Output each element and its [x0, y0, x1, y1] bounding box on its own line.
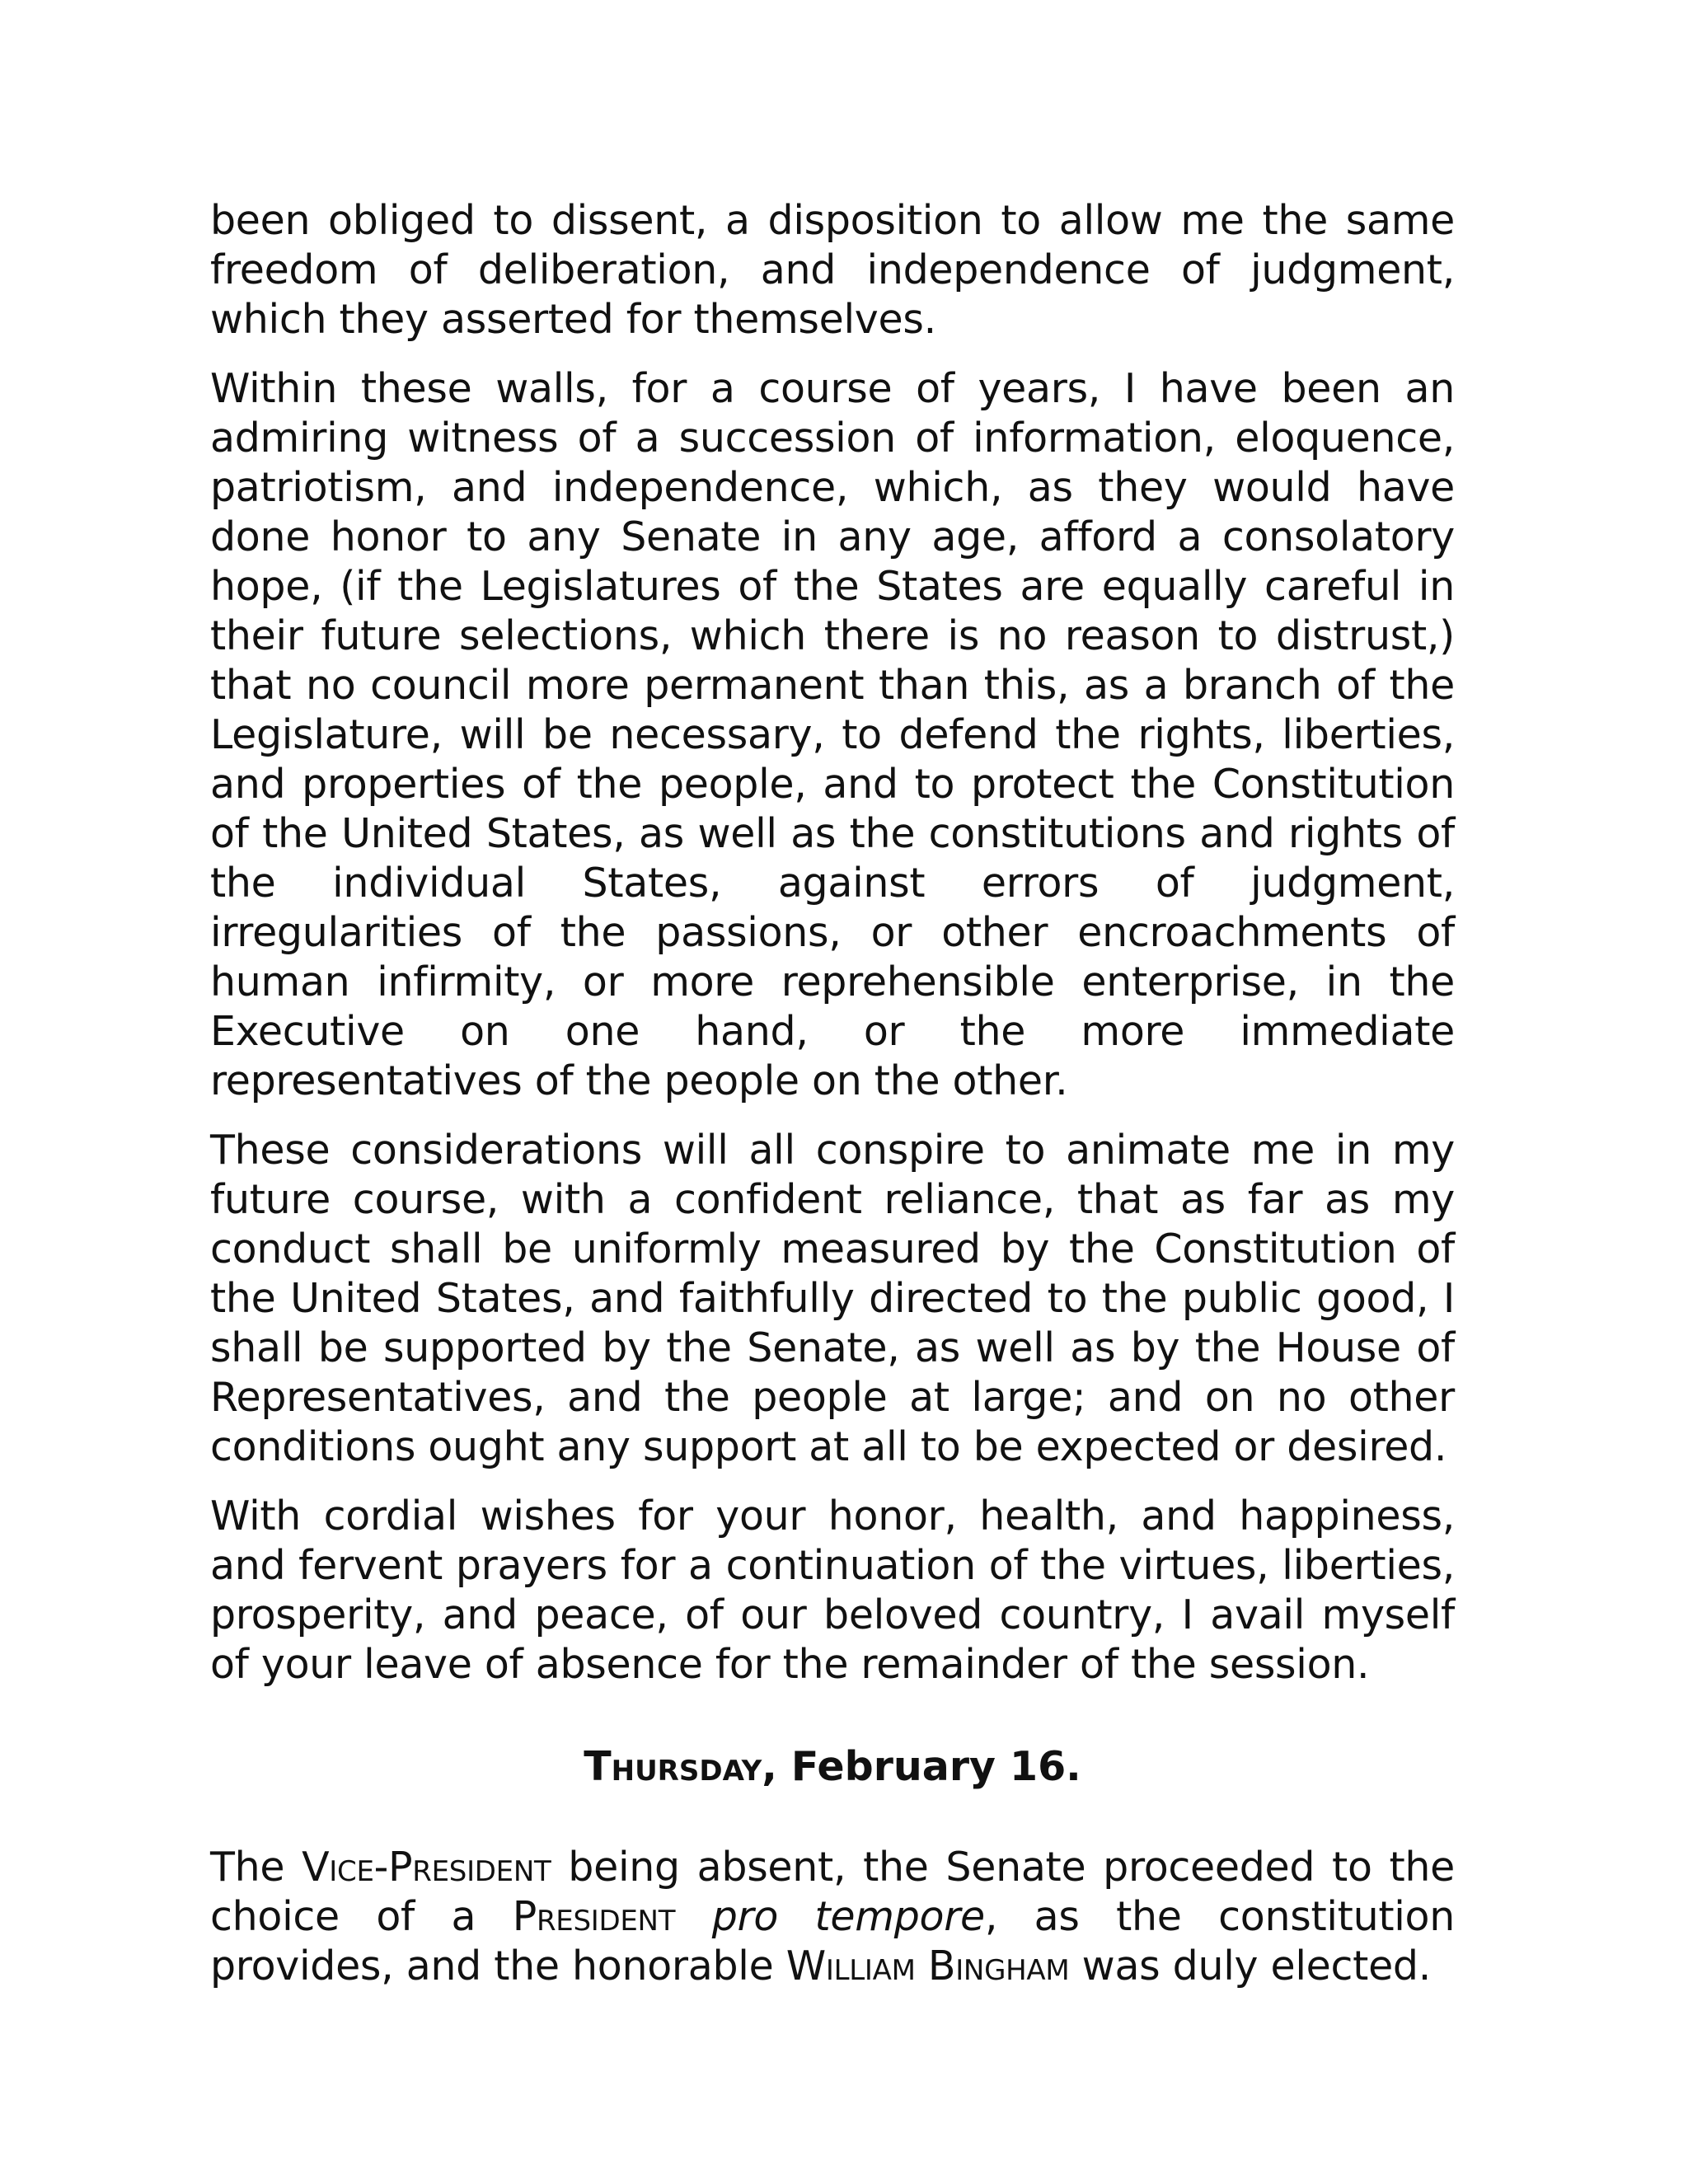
document-page [210, 196, 1455, 2011]
paragraph-cordial-wishes: With cordial wishes for your honor, health, and happiness, and fervent prayers for a continuation of the virtues, liberties, prosperity, and peace, of our beloved country, I avail myself of your leave of absence for the remainder of the session. [210, 1493, 1455, 1688]
heading-date: , February 16. [762, 1743, 1081, 1790]
section-heading-date [210, 1742, 1455, 1792]
pro-tempore-phrase: pro tempore [711, 1893, 985, 1940]
heading-day: Thursday [584, 1743, 762, 1790]
elected-name: William Bingham [785, 1943, 1070, 1990]
text-run: The [210, 1844, 302, 1891]
president-title: President [512, 1893, 676, 1940]
paragraph-president-election [210, 1843, 1455, 1991]
vice-president-title: Vice-President [302, 1844, 551, 1891]
text-run: was duly elected. [1069, 1943, 1432, 1990]
paragraph-dissent: been obliged to dissent, a disposition to allow me the same freedom of deliberation, and independence of judgment, which they asserted for themselves. [210, 197, 1455, 343]
paragraph-within-these-walls: Within these walls, for a course of years, I have been an admiring witness of a succession of information, eloquence, patriotism, and independence, which, as they would have done honor to any Senate in any age, afford a consolatory hope, (if the Legislatures of the States are equally careful in their future selections, which there is no reason to distrust,) that no council more permanent than this, as a branch of the Legislature, will be necessary, to defend the rights, liberties, and properties of the people, and to protect the Constitution of the United States, as well as the constitutions and rights of the individual States, against errors of judgment, irregularities of the passions, or other encroachments of human infirmity, or more reprehensible enterprise, in the Executive on one hand, or the more immediate representatives of the people on the other. [210, 365, 1455, 1104]
paragraph-considerations: These considerations will all conspire to animate me in my future course, with a confident reliance, that as far as my conduct shall be uniformly measured by the Constitution of the United States, and faithfully directed to the public good, I shall be supported by the Senate, as well as by the House of Representatives, and the people at large; and on no other conditions ought any support at all to be expected or desired. [210, 1127, 1455, 1470]
text-run [675, 1893, 712, 1940]
text-run: , as the constitution provides, and the honorable [210, 1893, 1455, 1990]
text-run: being absent, the Senate proceeded to the choice of a [210, 1844, 1455, 1940]
